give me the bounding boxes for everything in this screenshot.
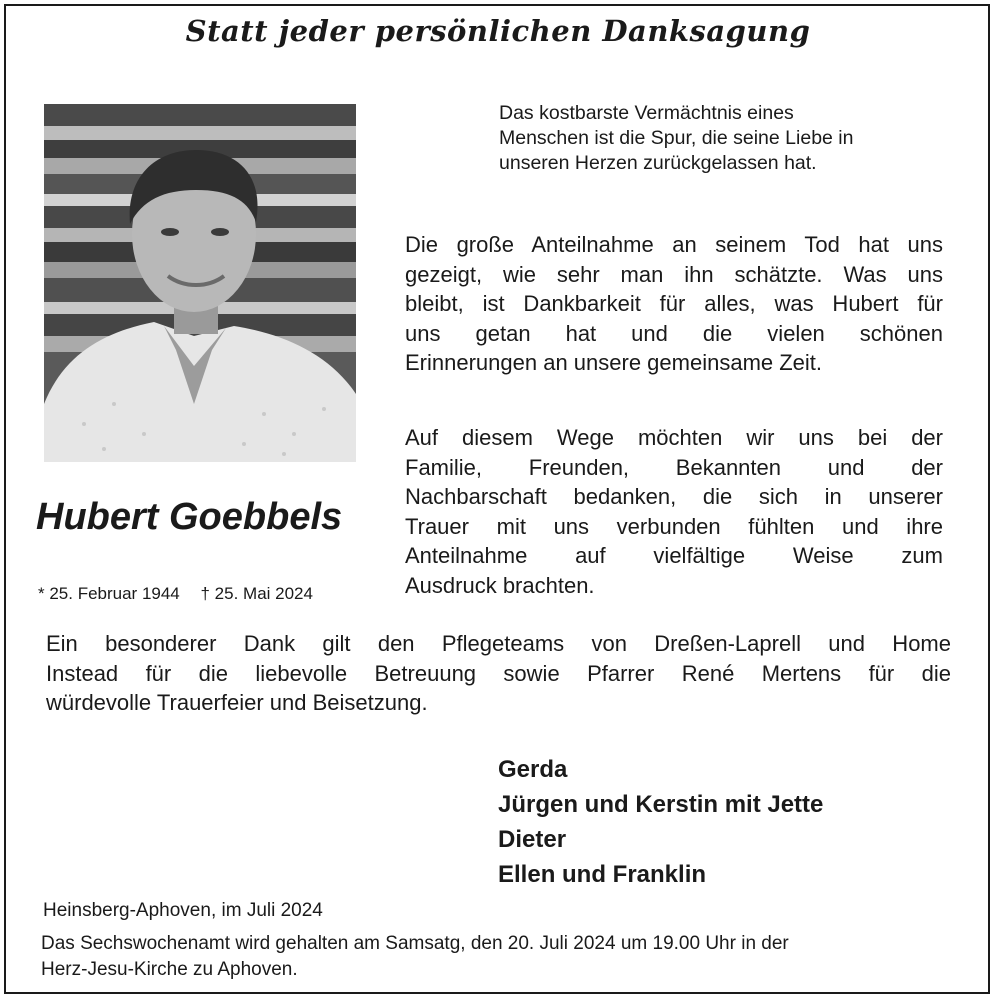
paragraph-line: Familie, Freunden, Bekannten und der	[405, 454, 943, 480]
signatory: Jürgen und Kerstin mit Jette	[498, 791, 824, 818]
birth-date: * 25. Februar 1944	[38, 584, 180, 603]
paragraph-line: Ein besonderer Dank gilt den Pflegeteams von Dreßen-Laprell und Home	[46, 631, 951, 656]
signatory: Ellen und Franklin	[498, 861, 707, 888]
special-thanks-paragraph	[46, 629, 951, 718]
paragraph-line: Instead für die liebevolle Betreuung sowie Pfarrer René Mertens für die	[46, 660, 951, 686]
quote-line: unseren Herzen zurückgelassen hat.	[499, 152, 817, 174]
service-note-line: Herz-Jesu-Kirche zu Aphoven.	[41, 959, 298, 980]
signatory: Gerda	[498, 756, 568, 783]
quote-line: Das kostbarste Vermächtnis eines	[499, 102, 794, 124]
paragraph-line: Erinnerungen an unsere gemeinsame Zeit.	[405, 350, 823, 375]
paragraph-line: würdevolle Trauerfeier und Beisetzung.	[46, 690, 428, 715]
service-note-line: Das Sechswochenamt wird gehalten am Samsatg, den 20. Juli 2024 um 19.00 Uhr in der	[41, 933, 789, 954]
paragraph-line: bleibt, ist Dankbarkeit für alles, was Hubert für	[405, 291, 943, 316]
portrait-illustration	[44, 104, 356, 462]
paragraph-line: Ausdruck brachten.	[405, 572, 595, 598]
paragraph-line: Auf diesem Wege möchten wir uns bei der	[405, 425, 943, 450]
signatory: Dieter	[498, 826, 567, 853]
thanks-paragraph	[405, 423, 943, 600]
paragraph-line: uns getan hat und die vielen schönen	[405, 320, 943, 346]
paragraph-line: gezeigt, wie sehr man ihn schätzte. Was uns	[405, 261, 943, 287]
memorial-quote	[499, 101, 939, 176]
death-date: † 25. Mai 2024	[200, 584, 313, 603]
place-date: Heinsberg-Aphoven, im Juli 2024	[43, 900, 323, 921]
paragraph-line: Die große Anteilnahme an seinem Tod hat uns	[405, 232, 943, 257]
gratitude-paragraph	[405, 230, 943, 378]
portrait-photo	[44, 104, 356, 462]
paragraph-line: Nachbarschaft bedanken, die sich in unserer	[405, 484, 943, 509]
paragraph-line: Anteilnahme auf vielfältige Weise zum	[405, 543, 943, 568]
paragraph-line: Trauer mit uns verbunden fühlten und ihre	[405, 513, 943, 539]
service-note	[41, 931, 789, 983]
notice-heading: Statt jeder persönlichen Danksagung	[185, 14, 811, 48]
quote-line: Menschen ist die Spur, die seine Liebe in	[499, 127, 854, 149]
life-dates	[38, 584, 313, 604]
signatories	[498, 752, 823, 892]
deceased-name: Hubert Goebbels	[36, 496, 343, 538]
